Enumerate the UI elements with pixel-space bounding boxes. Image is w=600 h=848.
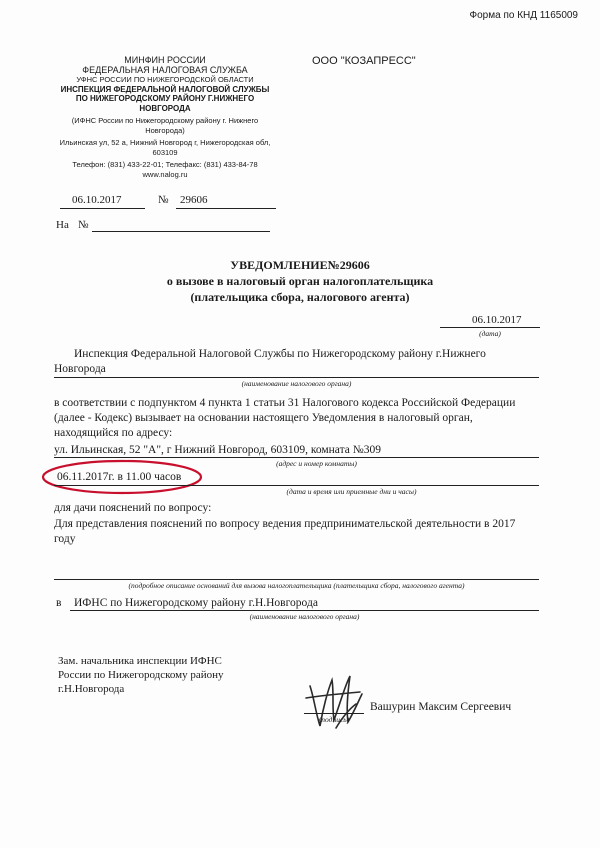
purpose-label: для дачи пояснений по вопросу:: [54, 502, 212, 514]
address-caption: (адрес и номер комнаты): [276, 459, 357, 468]
issuer-phone: Телефон: (831) 433-22-01; Телефакс: (831) 433-84-78: [72, 160, 258, 169]
datetime-caption: (дата и время или приемные дни и часы): [286, 487, 417, 496]
org-caption: (наименование налогового органа): [241, 379, 352, 388]
signature-caption: (подпись): [318, 715, 350, 724]
na-label: На: [56, 219, 69, 231]
notice-subtitle: о вызове в налоговый орган налогоплательщика: [166, 274, 434, 288]
reg-date-underline: [60, 208, 145, 209]
address: ул. Ильинская, 52 "А", г Нижний Новгород, 603109, комната №309: [54, 444, 381, 456]
org-underline: [54, 377, 539, 378]
signature-underline: [304, 713, 364, 714]
signer-position: [58, 654, 258, 696]
notice-date: 06.10.2017: [472, 314, 522, 326]
issuer-line: ФЕДЕРАЛЬНАЯ НАЛОГОВАЯ СЛУЖБА: [82, 64, 248, 75]
signer-position-line: России по Нижегородскому району: [58, 669, 224, 681]
na-number-label: №: [78, 219, 89, 231]
in-label: в: [56, 597, 62, 609]
issuer-website: www.nalog.ru: [142, 169, 188, 179]
reg-date: 06.10.2017: [72, 194, 122, 206]
authority-caption: (наименование налогового органа): [249, 612, 360, 621]
purpose-line1: Для представления пояснений по вопросу ведения предпринимательской деятельности в 2017: [54, 518, 516, 530]
reg-number: 29606: [180, 194, 208, 206]
form-code: Форма по КНД 1165009: [469, 10, 578, 21]
basis-line2: (далее - Кодекс) вызывает на основании настоящего Уведомления в налоговый орган,: [54, 412, 473, 424]
signer-position-line: Зам. начальника инспекции ИФНС: [58, 655, 222, 667]
purpose-caption: (подробное описание оснований для вызова налогоплательщика (плательщика сбора, налогового агента): [128, 581, 465, 590]
reg-number-underline: [176, 208, 276, 209]
notice-date-underline: [440, 327, 540, 328]
signer-position-line: г.Н.Новгорода: [58, 683, 125, 695]
org-name-line1: Инспекция Федеральной Налоговой Службы по Нижегородскому району г.Нижнего: [74, 348, 486, 360]
issuer-line: УФНС РОССИИ ПО НИЖЕГОРОДСКОЙ ОБЛАСТИ: [76, 75, 254, 84]
issuer-address: Ильинская ул, 52 а, Нижний Новгород г, Нижегородская обл,: [59, 138, 271, 147]
issuer-line: (ИФНС России по Нижегородскому району г. Нижнего: [71, 116, 259, 125]
purpose-line2: году: [54, 533, 76, 545]
notice-subtitle-2: (плательщика сбора, налогового агента): [190, 290, 410, 304]
na-number-underline: [92, 231, 270, 232]
notice-date-caption: (дата): [479, 329, 501, 338]
handwritten-signature: [298, 668, 378, 738]
issuer-line: НОВГОРОДА: [139, 103, 191, 113]
authority-underline: [70, 610, 539, 611]
recipient-company: ООО "КОЗАПРЕСС": [312, 55, 416, 67]
issuer-line: ИНСПЕКЦИЯ ФЕДЕРАЛЬНОЙ НАЛОГОВОЙ СЛУЖБЫ: [60, 84, 270, 94]
basis-line3: находящийся по адресу:: [54, 427, 173, 439]
notice-title: УВЕДОМЛЕНИЕ№29606: [230, 258, 370, 272]
signer-name: Вашурин Максим Сергеевич: [370, 701, 512, 713]
issuer-line: ПО НИЖЕГОРОДСКОМУ РАЙОНУ Г.НИЖНЕГО: [75, 94, 255, 103]
datetime-underline: [54, 485, 539, 486]
authority-name: ИФНС по Нижегородскому району г.Н.Новгорода: [74, 597, 318, 609]
org-name-line2: Новгорода: [54, 363, 106, 375]
issuer-line: МИНФИН РОССИИ: [124, 55, 206, 65]
issuer-header: [45, 56, 285, 179]
visit-datetime: 06.11.2017г. в 11.00 часов: [57, 471, 182, 483]
issuer-line: Новгорода): [145, 125, 185, 135]
issuer-zip: 603109: [152, 147, 178, 157]
reg-number-label: №: [158, 194, 169, 206]
purpose-underline: [54, 579, 539, 580]
basis-line1: в соответствии с подпунктом 4 пункта 1 статьи 31 Налогового кодекса Российской Федерации: [54, 397, 516, 409]
